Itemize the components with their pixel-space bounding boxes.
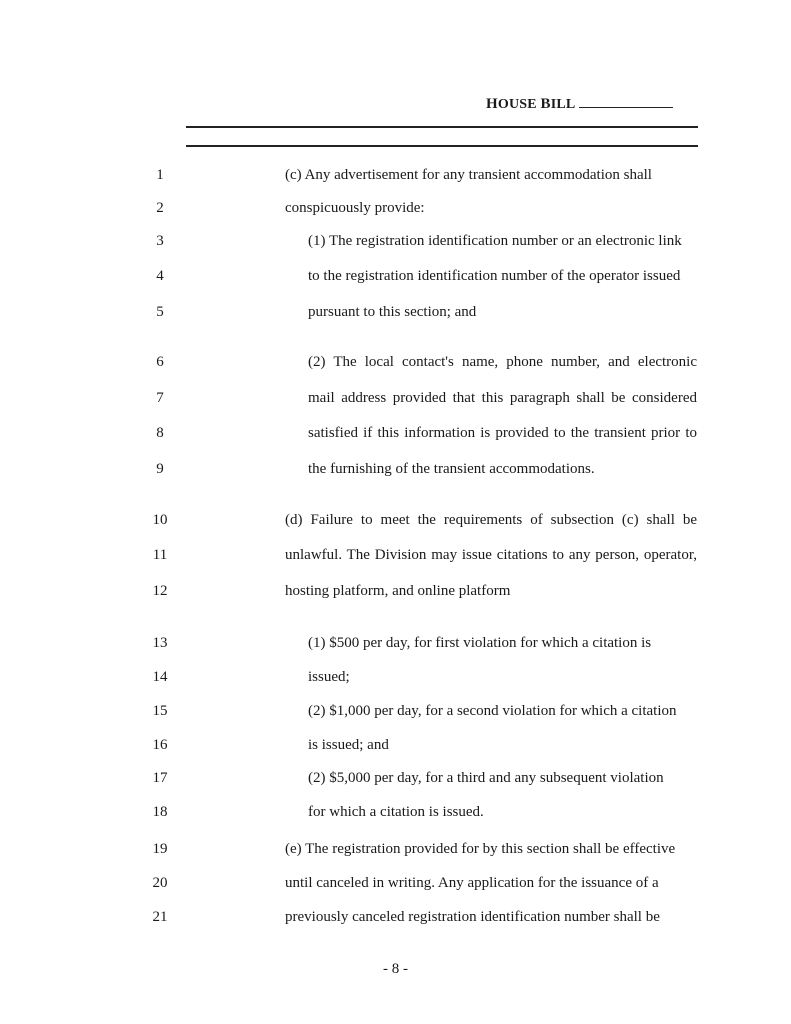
line-number: 1 [156, 167, 164, 183]
line-number: 20 [152, 875, 168, 891]
line-number: 10 [152, 512, 168, 528]
line-number: 4 [156, 268, 164, 284]
line-number: 16 [152, 737, 168, 753]
line-text: (2) $1,000 per day, for a second violation for which a citation [308, 703, 677, 719]
line-text: (c) Any advertisement for any transient accommodation shall [285, 167, 652, 183]
line-number: 7 [156, 390, 164, 406]
line-number: 19 [152, 841, 168, 857]
line-text: until canceled in writing. Any application for the issuance of a [285, 875, 659, 891]
line-text: to the registration identification number of the operator issued [308, 268, 681, 284]
header-rule-bottom [186, 145, 698, 147]
line-number: 2 [156, 200, 164, 216]
line-number: 9 [156, 461, 164, 477]
line-text: (d) Failure to meet the requirements of subsection (c) shall be [285, 512, 697, 528]
bill-number-blank [579, 94, 673, 108]
line-text: for which a citation is issued. [308, 804, 484, 820]
line-text: (e) The registration provided for by this section shall be effective [285, 841, 676, 857]
line-text: (2) $5,000 per day, for a third and any subsequent violation [308, 770, 664, 786]
line-text: is issued; and [308, 737, 389, 753]
line-text: satisfied if this information is provided to the transient prior to [308, 425, 697, 441]
line-text: (1) The registration identification number or an electronic link [308, 233, 682, 249]
line-number: 18 [152, 804, 168, 820]
line-number: 6 [156, 354, 164, 370]
line-number: 13 [152, 635, 168, 651]
line-text: issued; [308, 669, 350, 685]
line-text: conspicuously provide: [285, 200, 425, 216]
line-number: 5 [156, 304, 164, 320]
header-title-initial-h: H [486, 96, 498, 112]
header-rule-top [186, 126, 698, 128]
line-number: 8 [156, 425, 164, 441]
bill-header-title [486, 94, 673, 113]
line-number: 15 [152, 703, 168, 719]
line-number: 11 [152, 547, 168, 563]
line-number: 21 [152, 909, 168, 925]
page-number: - 8 - [383, 961, 408, 977]
line-text: mail address provided that this paragraph shall be considered [308, 390, 697, 406]
line-number: 14 [152, 669, 168, 685]
line-text: pursuant to this section; and [308, 304, 477, 320]
line-text: unlawful. The Division may issue citations to any person, operator, [285, 547, 697, 563]
line-text: the furnishing of the transient accommodations. [308, 461, 595, 477]
line-text: (2) The local contact's name, phone number, and electronic [308, 354, 697, 370]
line-number: 12 [152, 583, 168, 599]
line-number: 3 [156, 233, 164, 249]
header-title-initial-b: B [540, 96, 551, 112]
line-text: (1) $500 per day, for first violation for which a citation is [308, 635, 652, 651]
line-number: 17 [152, 770, 168, 786]
line-text: hosting platform, and online platform [285, 583, 511, 599]
header-title-rest-2: ILL [550, 97, 576, 112]
header-title-rest-1: OUSE [497, 97, 541, 112]
line-text: previously canceled registration identification number shall be [285, 909, 660, 925]
